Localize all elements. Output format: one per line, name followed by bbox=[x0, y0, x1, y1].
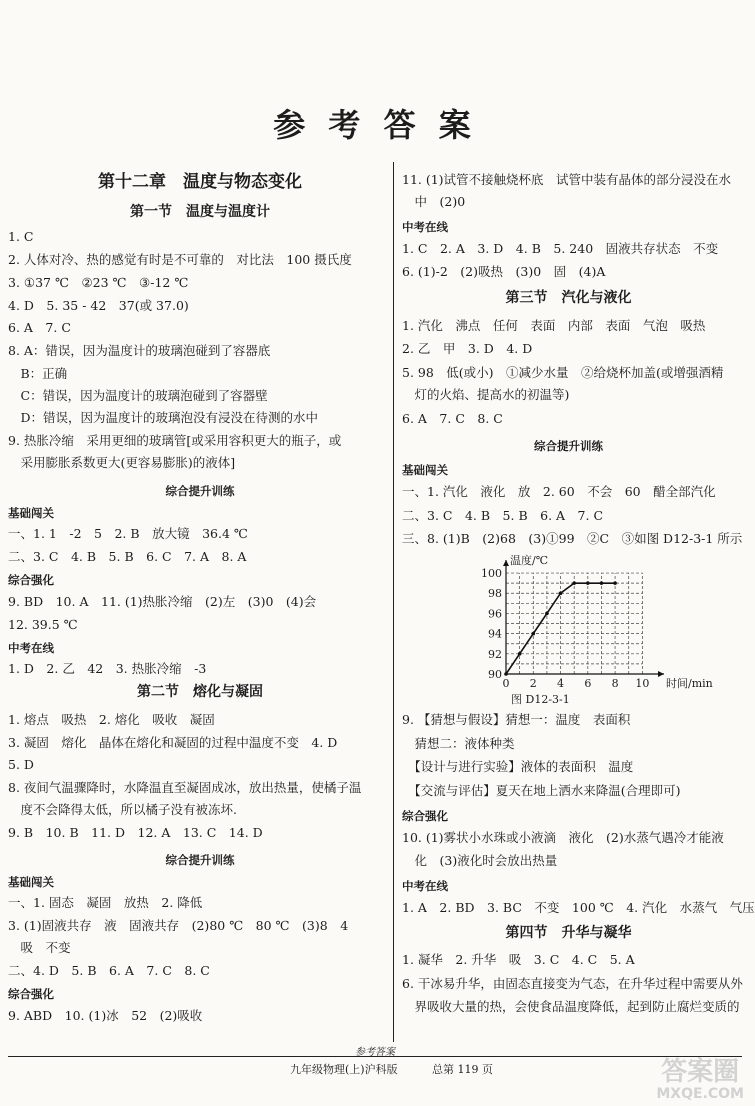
answer-line: 1. C 2. A 3. D 4. B 5. 240 固液共存状态 不变 bbox=[402, 241, 719, 256]
section-1-title: 第一节 温度与温度计 bbox=[130, 204, 270, 220]
answer-line: 1. 汽化 沸点 任何 表面 内部 表面 气泡 吸热 bbox=[402, 318, 706, 333]
exam-heading: 中考在线 bbox=[8, 641, 54, 655]
section-4-title: 第四节 升华与凝华 bbox=[505, 925, 632, 941]
answer-line: 采用膨胀系数更大(更容易膨胀)的液体] bbox=[8, 455, 236, 470]
footer-label: 参考答案 bbox=[355, 1047, 395, 1058]
exam-heading: 中考在线 bbox=[402, 220, 448, 234]
data-point bbox=[504, 672, 508, 676]
y-axis-arrow bbox=[503, 560, 509, 566]
data-point bbox=[545, 612, 549, 616]
answer-line: 3. ①37 ℃ ②23 ℃ ③-12 ℃ bbox=[8, 275, 189, 290]
answer-line: 二、4. D 5. B 6. A 7. C 8. C bbox=[8, 963, 210, 978]
answer-line: 6. (1)-2 (2)吸热 (3)0 固 (4)A bbox=[402, 264, 606, 279]
answer-line: 三、8. (1)B (2)68 (3)①99 ②C ③如图 D12-3-1 所示 bbox=[402, 531, 743, 546]
x-tick-label: 0 bbox=[502, 677, 510, 690]
answer-line: 3. (1)固液共存 液 固液共存 (2)80 ℃ 80 ℃ (3)8 4 bbox=[8, 918, 349, 933]
y-tick-label: 96 bbox=[488, 607, 502, 621]
x-tick-label: 2 bbox=[529, 677, 537, 690]
training-heading: 综合提升训练 bbox=[534, 439, 603, 453]
answer-line: 1. 熔点 吸热 2. 熔化 吸收 凝固 bbox=[8, 712, 215, 727]
y-tick-label: 98 bbox=[488, 587, 502, 601]
answer-line: 一、1. 1 -2 5 2. B 放大镜 36.4 ℃ bbox=[8, 526, 248, 541]
basic-heading: 基础闯关 bbox=[8, 506, 54, 520]
answer-line: B：正确 bbox=[8, 366, 68, 381]
answer-line: 3. 凝固 熔化 晶体在熔化和凝固的过程中温度不变 4. D bbox=[8, 735, 338, 750]
y-tick-label: 92 bbox=[488, 647, 502, 661]
answer-line: 11. (1)试管不接触烧杯底 试管中装有晶体的部分浸没在水 bbox=[402, 172, 732, 187]
column-divider bbox=[393, 162, 394, 1042]
answer-line: 9. BD 10. A 11. (1)热胀冷缩 (2)左 (3)0 (4)会 bbox=[8, 594, 317, 609]
answer-line: 6. 干冰易升华，由固态直接变为气态，在升华过程中需要从外 bbox=[402, 976, 743, 991]
answer-line: 8. A：错误，因为温度计的玻璃泡碰到了容器底 bbox=[8, 343, 271, 358]
x-tick-label: 8 bbox=[611, 677, 619, 690]
answer-line: 中 (2)0 bbox=[402, 194, 466, 209]
answer-line: 一、1. 固态 凝固 放热 2. 降低 bbox=[8, 895, 203, 910]
data-point bbox=[518, 652, 522, 656]
y-axis-label: 温度/℃ bbox=[510, 554, 549, 567]
answer-line: 二、3. C 4. B 5. B 6. A 7. C bbox=[402, 508, 604, 523]
answer-line: 8. 夜间气温骤降时，水降温直至凝固成冰，放出热量，使橘子温 bbox=[8, 780, 362, 795]
answer-line: 12. 39.5 ℃ bbox=[8, 617, 78, 632]
answer-line: 化 (3)液化时会放出热量 bbox=[402, 853, 558, 868]
y-tick-label: 94 bbox=[488, 627, 502, 641]
section-3-title: 第三节 汽化与液化 bbox=[505, 290, 632, 306]
watermark-logo bbox=[656, 1058, 744, 1102]
answer-line: 2. 人体对冷、热的感觉有时是不可靠的 对比法 100 摄氏度 bbox=[8, 252, 352, 267]
chart-caption: 图 D12-3-1 bbox=[511, 693, 570, 706]
strengthen-heading: 综合强化 bbox=[8, 987, 54, 1001]
y-tick-label: 90 bbox=[488, 668, 502, 681]
x-axis-label: 时间/min bbox=[666, 677, 713, 690]
answer-line: 4. D 5. 35 - 42 37(或 37.0) bbox=[8, 298, 189, 313]
answer-line: 9. 【猜想与假设】猜想一：温度 表面积 bbox=[402, 712, 631, 727]
temperature-time-chart bbox=[470, 552, 713, 708]
answer-line: 【设计与进行实验】液体的表面积 温度 bbox=[402, 759, 634, 774]
answer-line: 6. A 7. C 8. C bbox=[402, 411, 503, 426]
answer-line: 10. (1)雾状小水珠或小液滴 液化 (2)水蒸气遇冷才能液 bbox=[402, 830, 724, 845]
strengthen-heading: 综合强化 bbox=[402, 809, 448, 823]
watermark-url: MXQE.COM bbox=[656, 1086, 744, 1102]
strengthen-heading: 综合强化 bbox=[8, 573, 54, 587]
answer-line: 界吸收大量的热，会使食品温度降低，起到防止腐烂变质的 bbox=[402, 999, 740, 1014]
answer-line: 一、1. 汽化 液化 放 2. 60 不会 60 醋全部汽化 bbox=[402, 484, 716, 499]
answer-line: 9. B 10. B 11. D 12. A 13. C 14. D bbox=[8, 825, 263, 840]
answer-line: 吸 不变 bbox=[8, 940, 71, 955]
answer-line: 6. A 7. C bbox=[8, 320, 71, 335]
page-title: 参 考 答 案 bbox=[273, 106, 477, 144]
x-tick-label: 6 bbox=[584, 677, 592, 690]
training-heading: 综合提升训练 bbox=[165, 484, 235, 498]
answer-line: C：错误，因为温度计的玻璃泡碰到了容器壁 bbox=[8, 388, 268, 403]
answer-line: 1. D 2. 乙 42 3. 热胀冷缩 -3 bbox=[8, 661, 207, 676]
x-tick-label: 10 bbox=[635, 677, 650, 690]
watermark-text: 答案圈 bbox=[661, 1057, 740, 1087]
answer-line: 9. 热胀冷缩 采用更细的玻璃管[或采用容积更大的瓶子，或 bbox=[8, 433, 342, 448]
answer-line: 度不会降得太低，所以橘子没有被冻坏. bbox=[8, 802, 237, 817]
footer-book: 九年级物理(上)沪科版 bbox=[290, 1063, 398, 1076]
x-tick-label: 4 bbox=[557, 677, 565, 690]
exam-heading: 中考在线 bbox=[402, 879, 448, 893]
data-point bbox=[559, 591, 563, 595]
chapter-title: 第十二章 温度与物态变化 bbox=[98, 172, 302, 192]
answer-line: 5. 98 低(或小) ①减少水量 ②给烧杯加盖(或增强酒精 bbox=[402, 365, 724, 380]
answer-line: D：错误，因为温度计的玻璃泡没有浸没在待测的水中 bbox=[8, 410, 319, 425]
answer-line: 1. 凝华 2. 升华 吸 3. C 4. C 5. A bbox=[402, 952, 635, 967]
answer-line: 【交流与评估】夏天在地上洒水来降温(合理即可) bbox=[402, 783, 681, 798]
data-point bbox=[613, 581, 617, 585]
training-heading: 综合提升训练 bbox=[165, 853, 235, 867]
answer-line: 2. 乙 甲 3. D 4. D bbox=[402, 341, 533, 356]
y-tick-label: 100 bbox=[481, 567, 502, 581]
data-point bbox=[531, 632, 535, 636]
basic-heading: 基础闯关 bbox=[402, 463, 448, 477]
answer-line: 二、3. C 4. B 5. B 6. C 7. A 8. A bbox=[8, 549, 247, 564]
answer-line: 1. C bbox=[8, 229, 34, 244]
data-point bbox=[600, 581, 604, 585]
answer-line: 5. D bbox=[8, 757, 34, 772]
answer-line: 1. A 2. BD 3. BC 不变 100 ℃ 4. 汽化 水蒸气 气压 bbox=[402, 900, 755, 915]
answer-line: 灯的火焰、提高水的初温等) bbox=[402, 387, 570, 402]
footer-page: 总第 119 页 bbox=[432, 1063, 493, 1076]
answer-line: 9. ABD 10. (1)冰 52 (2)吸收 bbox=[8, 1008, 203, 1023]
data-point bbox=[572, 581, 576, 585]
section-2-title: 第二节 熔化与凝固 bbox=[137, 684, 263, 700]
data-point bbox=[586, 581, 590, 585]
answer-line: 猜想二：液体种类 bbox=[402, 736, 515, 751]
basic-heading: 基础闯关 bbox=[8, 875, 54, 889]
x-axis-arrow bbox=[658, 671, 664, 677]
